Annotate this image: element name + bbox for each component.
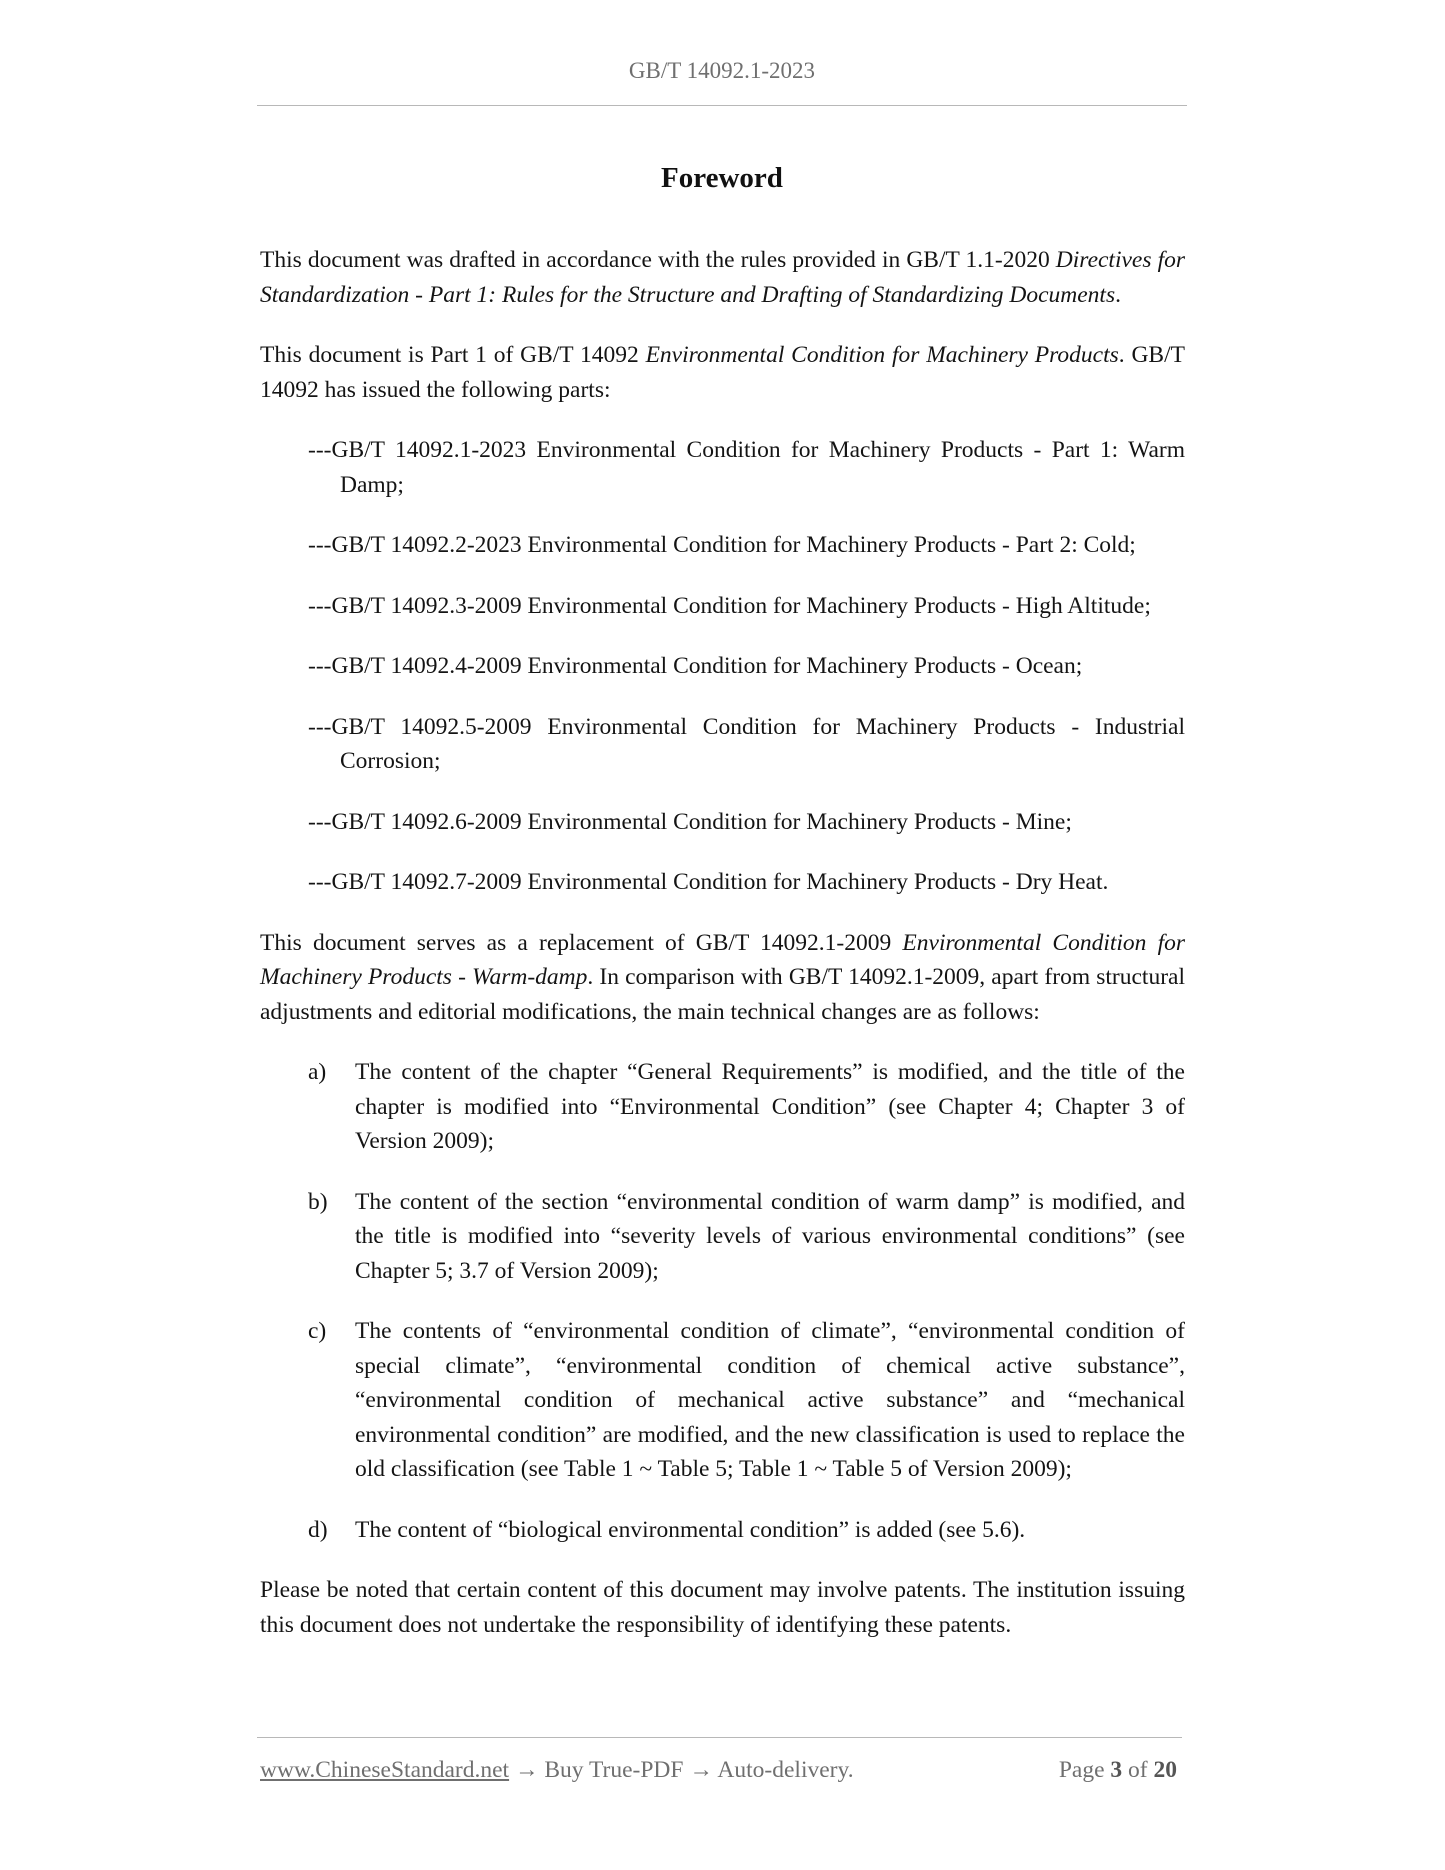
page-total: 20 (1153, 1757, 1177, 1783)
page-title: Foreword (661, 162, 783, 194)
document-body (260, 243, 1185, 1668)
referenced-title: Environmental Condition for Machinery Products - Warm-damp (260, 929, 1185, 990)
website-link[interactable]: www.ChineseStandard.net (260, 1757, 510, 1783)
change-item-b (308, 1185, 1185, 1289)
buy-pdf-text: Buy True-PDF (544, 1757, 684, 1783)
paragraph-part-info (260, 338, 1185, 407)
referenced-title: Environmental Condition for Machinery Products (645, 342, 1119, 368)
change-text: The content of the chapter “General Requirements” is modified, and the title of the chapter is modified into “Environmental Condition” (see Chapter 4; Chapter 3 of Version 2009); (355, 1059, 1185, 1154)
page-of: of (1128, 1757, 1148, 1783)
arrow-right-icon: → (689, 1757, 713, 1783)
parts-list-item: ---GB/T 14092.4-2009 Environmental Condition for Machinery Products - Ocean; (308, 653, 1083, 679)
paragraph-text: This document is Part 1 of GB/T 14092 (260, 342, 646, 368)
running-header: GB/T 14092.1-2023 (628, 58, 816, 83)
paragraph-text: . (1115, 281, 1121, 308)
change-text: The content of “biological environmental condition” is added (see 5.6). (355, 1516, 1026, 1543)
parts-list-item: ---GB/T 14092.6-2009 Environmental Condition for Machinery Products - Mine; (308, 808, 1072, 835)
arrow-right-icon: → (514, 1757, 539, 1783)
page-number (1059, 1757, 1185, 1784)
list-marker: b) (308, 1188, 328, 1215)
parts-list-item: ---GB/T 14092.2-2023 Environmental Condition for Machinery Products - Part 2: Cold; (308, 532, 1136, 558)
page-current: 3 (1110, 1757, 1123, 1783)
parts-list-item: ---GB/T 14092.3-2009 Environmental Condition for Machinery Products - High Altitude; (308, 592, 1151, 619)
change-item-d (308, 1513, 1185, 1548)
list-marker: c) (308, 1318, 327, 1344)
change-item-c (308, 1314, 1185, 1487)
list-marker: d) (308, 1516, 328, 1543)
paragraph-drafting-rules (260, 243, 1185, 312)
referenced-title: Directives for Standardization - Part 1: Rules for the Structure and Drafting of Standardizing Documents (260, 247, 1185, 308)
page-footer (260, 1757, 1185, 1784)
change-text: The content of the section “environmental condition of warm damp” is modified, and the title is modified into “severity levels of various environmental conditions” (see Chapter 5; 3.7 of Version 2009); (355, 1188, 1185, 1284)
parts-list-item: ---GB/T 14092.5-2009 Environmental Condition for Machinery Products - Industrial Corrosion; (308, 713, 1185, 774)
footer-left (260, 1757, 854, 1784)
page-label: Page (1058, 1757, 1105, 1783)
paragraph-text: This document serves as a replacement of GB/T 14092.1-2009 (260, 929, 903, 956)
header-divider (257, 105, 1187, 106)
paragraph-text: . GB/T 14092 has issued the following parts: (260, 342, 1185, 403)
parts-list-item: ---GB/T 14092.7-2009 Environmental Condition for Machinery Products - Dry Heat. (308, 869, 1109, 895)
paragraph-text: . In comparison with GB/T 14092.1-2009, apart from structural adjustments and editorial modifications, the main technical changes are as follows: (260, 964, 1185, 1025)
paragraph-patents: Please be noted that certain content of this document may involve patents. The institution issuing this document does not undertake the responsibility of identifying these patents. (260, 1577, 1185, 1638)
footer-divider (257, 1737, 1182, 1738)
list-marker: a) (308, 1059, 327, 1085)
change-text: The contents of “environmental condition of climate”, “environmental condition of special climate”, “environmental condition of chemical active substance”, “environmental condition of mechanical active substance” and “mechanical environmental condition” are modified, and the new classification is used to replace the old classification (see Table 1 ~ Table 5; Table 1 ~ Table 5 of Version 2009); (355, 1318, 1185, 1482)
paragraph-replacement (260, 926, 1185, 1030)
paragraph-text: This document was drafted in accordance with the rules provided in GB/T 1.1-2020 (260, 247, 1056, 273)
parts-list-item: ---GB/T 14092.1-2023 Environmental Condition for Machinery Products - Part 1: Warm Damp; (308, 437, 1185, 498)
auto-delivery-text: Auto-delivery. (717, 1757, 854, 1783)
change-item-a (308, 1055, 1185, 1159)
